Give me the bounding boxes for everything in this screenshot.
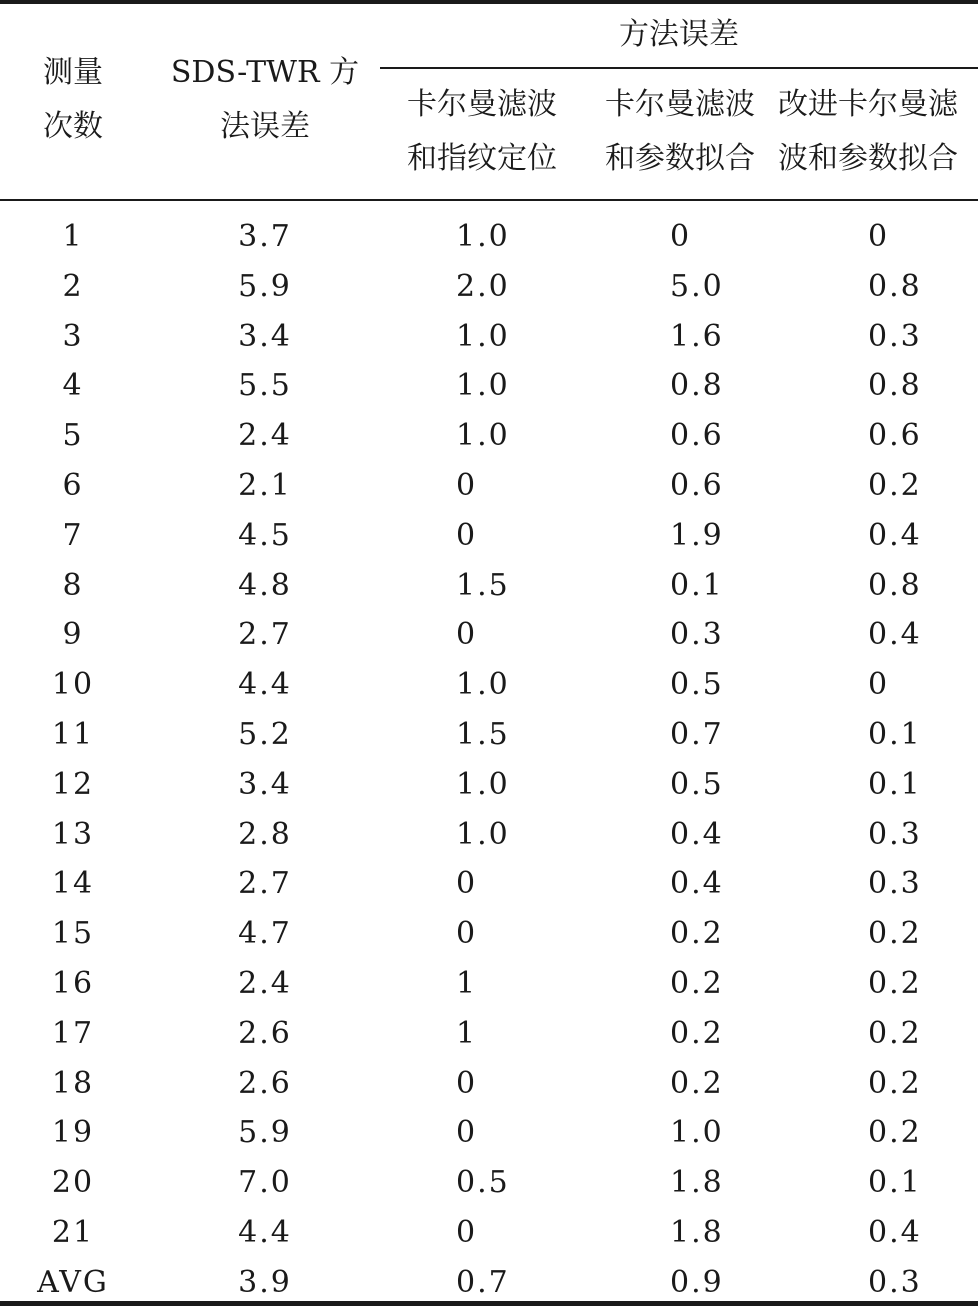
table-cell: 1.6 xyxy=(670,318,724,354)
header-line: SDS-TWR 方 xyxy=(170,55,360,90)
table-cell: 0.4 xyxy=(670,866,724,902)
table-cell: 0 xyxy=(456,617,478,653)
table-cell: 5.0 xyxy=(670,268,724,304)
table-cell: 0.4 xyxy=(868,617,922,653)
table-cell: 21 xyxy=(51,1214,95,1250)
table-cell: 2.6 xyxy=(238,1015,292,1051)
header-improved-kalman-param-fit xyxy=(778,78,978,186)
table-cell: 1.8 xyxy=(670,1165,724,1201)
table-cell: 0 xyxy=(670,219,692,254)
table-row xyxy=(0,212,978,262)
header-kalman-fingerprint xyxy=(396,78,568,186)
table-cell: 0.7 xyxy=(456,1264,510,1300)
header-line: 和参数拟合 xyxy=(605,141,755,176)
table-cell: 0.8 xyxy=(670,368,724,404)
table-cell: 9 xyxy=(62,617,84,653)
table-cell: 0 xyxy=(868,219,890,254)
table-cell: 4.7 xyxy=(238,916,292,952)
table-cell: 4.4 xyxy=(238,1214,292,1250)
table-cell: 1 xyxy=(456,1015,478,1051)
table-cell: 0.2 xyxy=(670,1065,724,1101)
table-cell: 0.2 xyxy=(868,1015,922,1051)
table-row xyxy=(0,262,978,312)
table-cell: 2.7 xyxy=(238,866,292,902)
table-cell: 0.2 xyxy=(670,1015,724,1051)
header-line: 卡尔曼滤波 xyxy=(605,87,755,122)
table-row xyxy=(0,810,978,860)
table-cell: 4.4 xyxy=(238,667,292,703)
table-cell: 2.6 xyxy=(238,1065,292,1101)
table-row xyxy=(0,411,978,461)
table-cell: 1.0 xyxy=(456,368,510,404)
table-cell: 11 xyxy=(51,716,95,752)
table-row xyxy=(0,361,978,411)
header-measurement-count xyxy=(0,46,146,154)
table-cell: 7 xyxy=(62,517,84,553)
table-cell: 6 xyxy=(62,467,84,503)
table-cell: 5.9 xyxy=(238,268,292,304)
table-cell: 1.0 xyxy=(456,418,510,454)
table-row xyxy=(0,859,978,909)
table-body xyxy=(0,212,978,1308)
table-cell: 0.3 xyxy=(868,866,922,902)
table-cell: 0.1 xyxy=(868,716,922,752)
table-cell: 0 xyxy=(868,667,890,703)
table-cell: 4.5 xyxy=(238,517,292,553)
table-cell: 0.3 xyxy=(868,816,922,852)
table-cell: 7.0 xyxy=(238,1165,292,1201)
table-cell: 17 xyxy=(51,1015,95,1051)
header-line: 法误差 xyxy=(220,109,310,144)
table-cell: 0.4 xyxy=(868,1214,922,1250)
table-row xyxy=(0,511,978,561)
table-cell: 0.6 xyxy=(868,418,922,454)
table-cell: 1.0 xyxy=(456,219,510,254)
table-cell: 5.2 xyxy=(238,716,292,752)
table-cell: 20 xyxy=(51,1165,95,1201)
table-cell: 8 xyxy=(62,567,84,603)
table-cell: 13 xyxy=(51,816,95,852)
table-cell: 0.5 xyxy=(670,667,724,703)
table-row xyxy=(0,760,978,810)
table-cell: 5.9 xyxy=(238,1115,292,1151)
table-cell: 19 xyxy=(51,1115,95,1151)
table-cell: 0.6 xyxy=(670,418,724,454)
table-cell: 2.4 xyxy=(238,418,292,454)
table-row xyxy=(0,561,978,611)
table-row xyxy=(0,1158,978,1208)
bottom-rule xyxy=(0,1301,978,1306)
table-cell: 2.7 xyxy=(238,617,292,653)
table-cell: 0.5 xyxy=(456,1165,510,1201)
table-cell: 0.1 xyxy=(868,1165,922,1201)
header-rule xyxy=(0,199,978,201)
table-cell: 1.0 xyxy=(670,1115,724,1151)
table-cell: 2.1 xyxy=(238,467,292,503)
table-cell: 0 xyxy=(456,517,478,553)
table-row xyxy=(0,312,978,362)
table-row xyxy=(0,710,978,760)
header-line: 测量 xyxy=(43,55,103,90)
table-cell: 1.8 xyxy=(670,1214,724,1250)
table-cell: 0 xyxy=(456,1065,478,1101)
table-row xyxy=(0,461,978,511)
table-cell: 3.4 xyxy=(238,318,292,354)
top-rule xyxy=(0,0,978,4)
table-row xyxy=(0,660,978,710)
table-cell: 1 xyxy=(456,965,478,1001)
table-cell: AVG xyxy=(37,1264,109,1300)
table-cell: 1.5 xyxy=(456,716,510,752)
table-row xyxy=(0,1009,978,1059)
table-cell: 3.9 xyxy=(238,1264,292,1300)
table-cell: 0.8 xyxy=(868,268,922,304)
table-cell: 0.4 xyxy=(868,517,922,553)
table-cell: 0.6 xyxy=(670,467,724,503)
table-cell: 10 xyxy=(51,667,95,703)
header-line: 卡尔曼滤波 xyxy=(407,87,557,122)
table-cell: 0.4 xyxy=(670,816,724,852)
table-cell: 1.0 xyxy=(456,816,510,852)
table-cell: 5.5 xyxy=(238,368,292,404)
header-sds-twr-error xyxy=(165,46,365,154)
table-cell: 0.2 xyxy=(670,965,724,1001)
table-cell: 3 xyxy=(62,318,84,354)
header-line: 次数 xyxy=(43,109,103,144)
table-cell: 1.5 xyxy=(456,567,510,603)
table-cell: 0.2 xyxy=(868,467,922,503)
header-line: 波和参数拟合 xyxy=(778,141,958,176)
table-row xyxy=(0,1208,978,1258)
table-cell: 1 xyxy=(62,219,84,254)
table-cell: 0.2 xyxy=(868,965,922,1001)
table-cell: 0.3 xyxy=(868,1264,922,1300)
table-cell: 14 xyxy=(51,866,95,902)
header-line: 和指纹定位 xyxy=(407,141,557,176)
table-cell: 3.4 xyxy=(238,766,292,802)
table-cell: 12 xyxy=(51,766,95,802)
table-cell: 2 xyxy=(62,268,84,304)
table-cell: 0 xyxy=(456,916,478,952)
header-line: 改进卡尔曼滤 xyxy=(778,87,958,122)
table-cell: 0.3 xyxy=(670,617,724,653)
table-cell: 4.8 xyxy=(238,567,292,603)
table-cell: 1.9 xyxy=(670,517,724,553)
table-row xyxy=(0,909,978,959)
table-cell: 0.3 xyxy=(868,318,922,354)
table-cell: 2.8 xyxy=(238,816,292,852)
table-cell: 0.1 xyxy=(868,766,922,802)
table-cell: 0.8 xyxy=(868,368,922,404)
table-cell: 0.7 xyxy=(670,716,724,752)
table-cell: 18 xyxy=(51,1065,95,1101)
table-cell: 4 xyxy=(62,368,84,404)
table-cell: 15 xyxy=(51,916,95,952)
table-cell: 1.0 xyxy=(456,318,510,354)
table-cell: 2.4 xyxy=(238,965,292,1001)
header-method-error-group: 方法误差 xyxy=(619,17,739,52)
table-row xyxy=(0,1108,978,1158)
table-cell: 1.0 xyxy=(456,667,510,703)
table-cell: 0.2 xyxy=(868,1115,922,1151)
table-cell: 0.1 xyxy=(670,567,724,603)
table-cell: 16 xyxy=(51,965,95,1001)
header-kalman-param-fit xyxy=(594,78,766,186)
table-cell: 5 xyxy=(62,418,84,454)
table-cell: 0.8 xyxy=(868,567,922,603)
table-cell: 0 xyxy=(456,866,478,902)
table-cell: 0.2 xyxy=(670,916,724,952)
table-cell: 2.0 xyxy=(456,268,510,304)
table-cell: 0.5 xyxy=(670,766,724,802)
table-cell: 0 xyxy=(456,1214,478,1250)
table-cell: 3.7 xyxy=(238,219,292,254)
table-cell: 0 xyxy=(456,467,478,503)
table-cell: 0.9 xyxy=(670,1264,724,1300)
table-row xyxy=(0,959,978,1009)
table-row xyxy=(0,1059,978,1109)
table-cell: 0 xyxy=(456,1115,478,1151)
table-row xyxy=(0,610,978,660)
table-cell: 0.2 xyxy=(868,1065,922,1101)
table-cell: 1.0 xyxy=(456,766,510,802)
table-cell: 0.2 xyxy=(868,916,922,952)
group-rule xyxy=(380,67,978,69)
